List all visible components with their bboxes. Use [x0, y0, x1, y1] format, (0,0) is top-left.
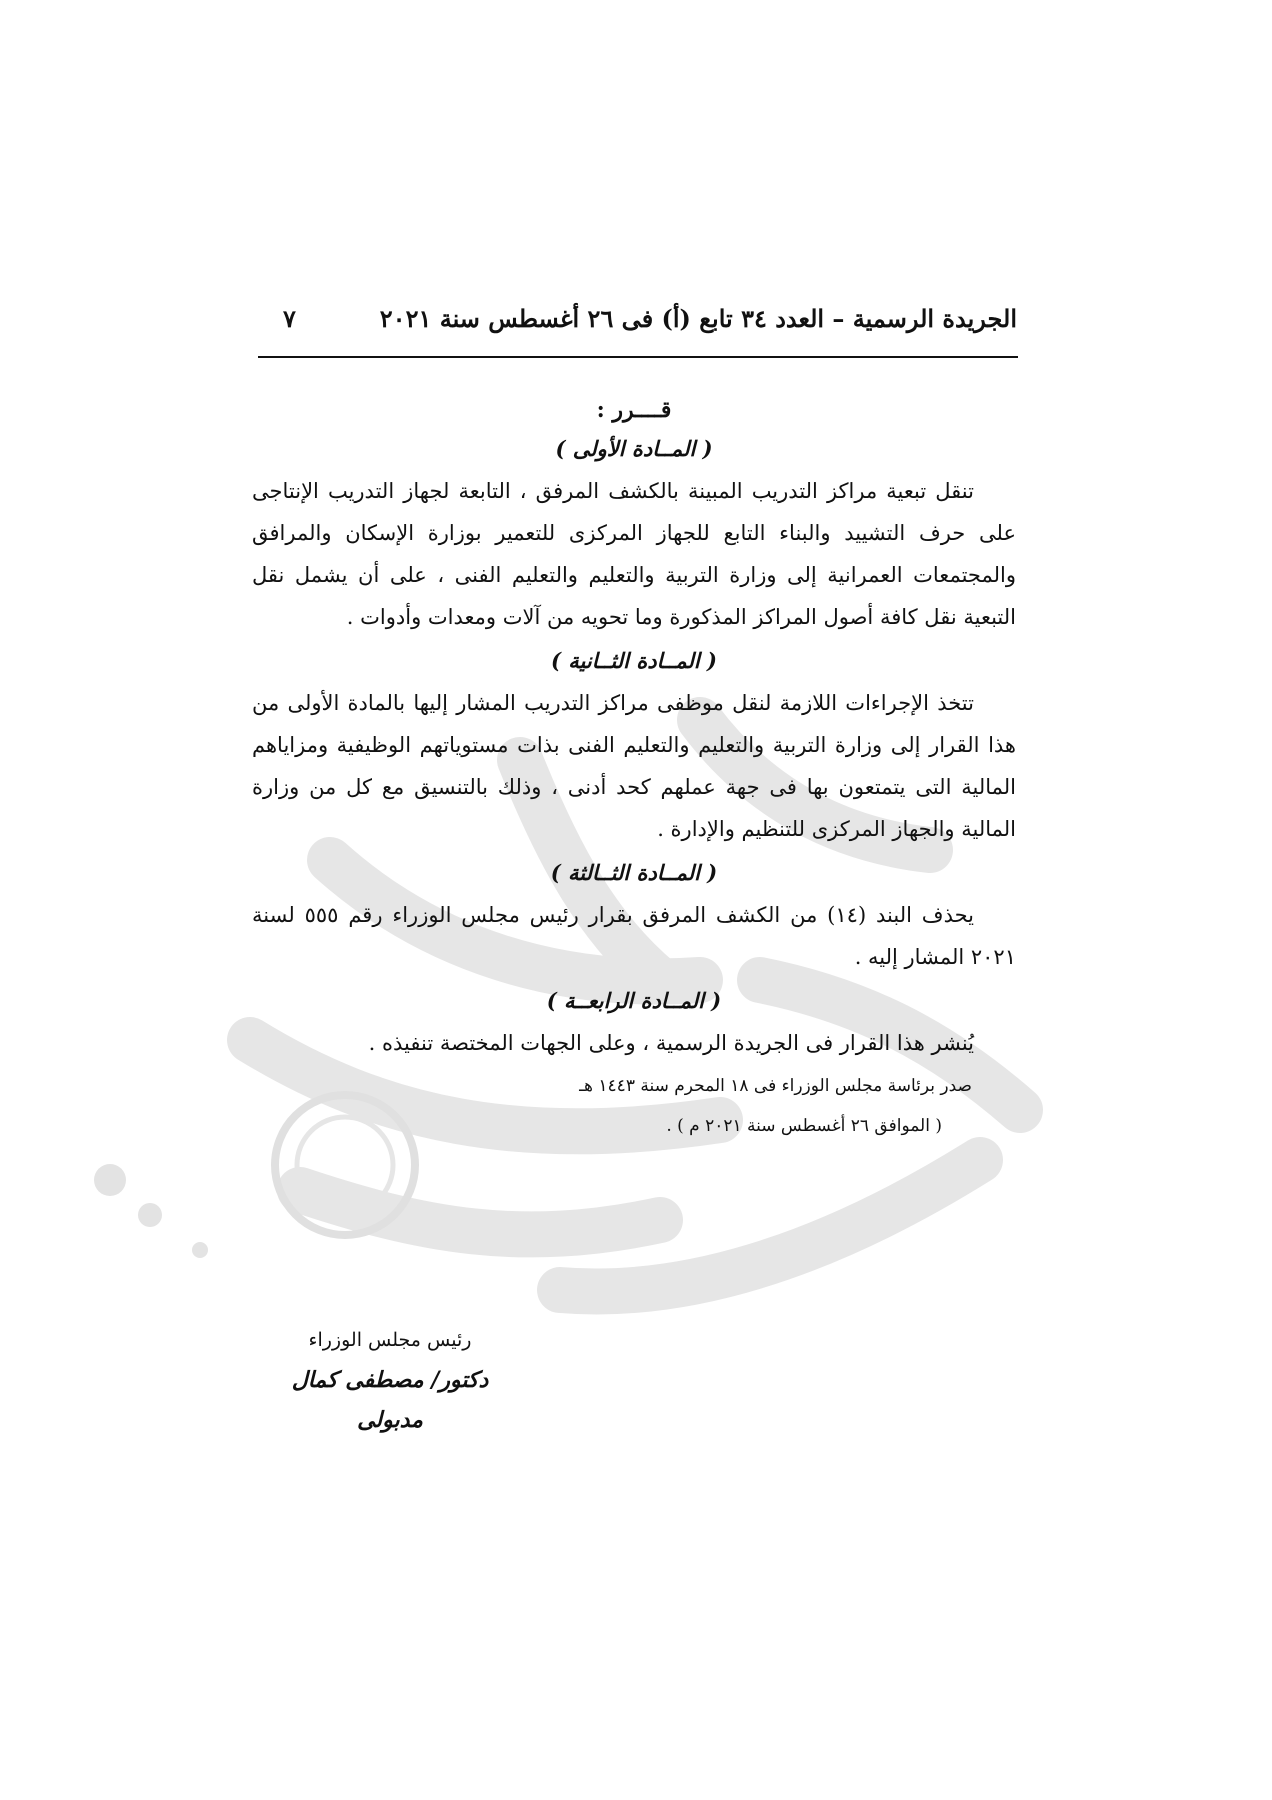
article-4-text: يُنشر هذا القرار فى الجريدة الرسمية ، وعلى الجهات المختصة تنفيذه .	[368, 1031, 974, 1055]
gazette-title: الجريدة الرسمية – العدد ٣٤ تابع (أ) فى ٢٦ أغسطس سنة ٢٠٢١	[379, 304, 1017, 333]
decree-body	[252, 392, 1016, 1146]
article-1-heading: ( المــادة الأولى )	[555, 436, 713, 461]
article-3-heading: ( المــادة الثــالثة )	[550, 860, 718, 885]
decision-heading: قــــرر :	[596, 397, 672, 423]
watermark-dot	[192, 1242, 208, 1258]
article-2-heading: ( المــادة الثــانية )	[551, 648, 717, 673]
article-3-text: يحذف البند (١٤) من الكشف المرفق بقرار رئيس مجلس الوزراء رقم ٥٥٥ لسنة ٢٠٢١ المشار إليه .	[252, 903, 1016, 969]
signatory-name: دكتور/ مصطفى كمال مدبولى	[291, 1367, 489, 1433]
watermark-dot	[94, 1164, 126, 1196]
issued-date-line: ( الموافق ٢٦ أغسطس سنة ٢٠٢١ م ) .	[666, 1116, 942, 1136]
article-1-text: تنقل تبعية مراكز التدريب المبينة بالكشف المرفق ، التابعة لجهاز التدريب الإنتاجى على حرف التشييد والبناء التابع للجهاز المركزى للتعمير بوزارة الإسكان والمرافق والمجتمعات العمرانية إلى وزارة التربية والتعليم والتعليم الفنى ، على أن يشمل نقل التبعية نقل كافة أصول المراكز المذكورة وما تحويه من آلات ومعدات وأدوات .	[252, 479, 1016, 629]
header-divider	[258, 356, 1018, 358]
page-header	[275, 300, 1017, 344]
article-2-text: تتخذ الإجراءات اللازمة لنقل موظفى مراكز التدريب المشار إليها بالمادة الأولى من هذا القرار إلى وزارة التربية والتعليم والتعليم الفنى بذات مستوياتهم الوظيفية ومزاياهم المالية التى يتمتعون بها فى جهة عملهم كحد أدنى ، وذلك بالتنسيق مع كل من وزارة المالية والجهاز المركزى للتنظيم والإدارة .	[252, 691, 1016, 841]
watermark-dot	[138, 1203, 162, 1227]
signatory-title: رئيس مجلس الوزراء	[308, 1329, 472, 1351]
watermark-stroke	[560, 1160, 980, 1291]
signature-block	[255, 1320, 525, 1440]
issued-line: صدر برئاسة مجلس الوزراء فى ١٨ المحرم سنة ١٤٤٣ هـ	[579, 1076, 972, 1096]
watermark-stroke	[300, 1190, 660, 1234]
article-4-heading: ( المــادة الرابعــة )	[546, 988, 722, 1013]
page-number: ٧	[283, 304, 296, 333]
